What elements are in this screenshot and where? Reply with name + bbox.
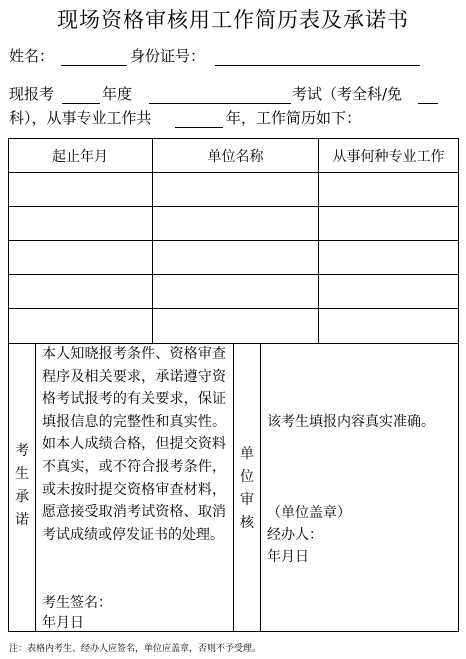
exam-type-field[interactable]: [418, 103, 438, 104]
review-date-label: 年月日: [267, 549, 309, 565]
table-row[interactable]: [9, 309, 458, 343]
years-experience-field[interactable]: [175, 127, 223, 128]
table-row[interactable]: [9, 241, 458, 274]
header-employer: 单位名称: [207, 149, 264, 165]
candidate-signature-label: 考生签名：: [42, 595, 112, 611]
handler-label: 经办人：: [267, 527, 323, 543]
candidate-pledge-label: 考 生 承 诺: [15, 443, 29, 528]
id-number-label: 身份证号：: [130, 47, 206, 65]
footer-note: 注：表格内考生、经办人应签名，单位应盖章，否则不予受理。: [9, 644, 262, 654]
exam-type-label: 考试（考全科/免: [292, 85, 403, 103]
table-row[interactable]: [9, 207, 458, 240]
year-label: 年度: [102, 85, 133, 103]
table-row[interactable]: [9, 173, 458, 206]
header-period: 起止年月: [52, 149, 108, 165]
unit-seal-label: （单位盖章）: [267, 505, 351, 521]
exam-year-field[interactable]: [62, 103, 100, 104]
header-profession: 从事何种专业工作: [332, 149, 445, 165]
exam-name-field[interactable]: [149, 103, 291, 104]
page-title: 现场资格审核用工作简历表及承诺书: [57, 8, 409, 32]
years-experience-label: 科），从事专业工作共: [9, 109, 152, 127]
id-number-field[interactable]: [215, 65, 420, 66]
exam-apply-label: 现报考: [9, 85, 55, 103]
resume-intro-label: 年，工作简历如下：: [226, 109, 362, 127]
name-field[interactable]: [61, 65, 127, 66]
review-statement: 该考生填报内容真实准确。: [267, 414, 435, 430]
name-label: 姓名：: [9, 47, 55, 65]
table-row[interactable]: [9, 275, 458, 308]
candidate-date-label: 年月日: [42, 615, 84, 631]
pledge-text: 本人知晓报考条件、资格审查程序及相关要求，承诺遵守资格考试报考的有关要求，保证填报信息的完整性和真实性。如本人成绩合格，但提交资料不真实，或不符合报考条件，或未按时提交资格审查材料，愿意接受取消考试资格、取消考试成绩或停发证书的处理。: [42, 346, 226, 543]
unit-review-label: 单 位 审 核: [240, 446, 254, 531]
